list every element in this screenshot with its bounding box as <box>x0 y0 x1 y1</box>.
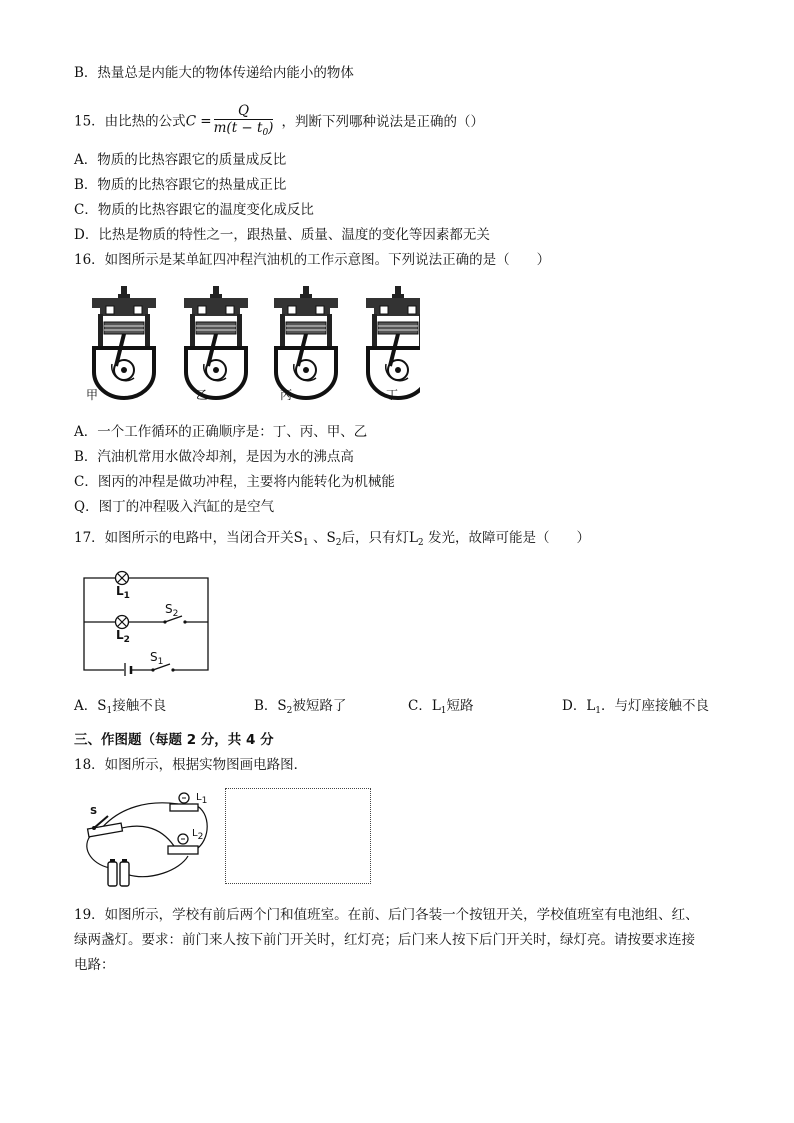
engine-label-bing: 丙 <box>280 388 293 402</box>
q19-line3: 电路： <box>74 957 115 973</box>
q15-formula-denominator: $m(t - t_0)$ <box>213 120 274 138</box>
q16-option-c: C．图丙的冲程是做功冲程，主要将内能转化为机械能 <box>74 474 395 490</box>
section3-heading: 三、作图题（每题 2 分，共 4 分 <box>74 732 274 748</box>
q18-answer-box[interactable] <box>225 788 371 884</box>
engine-label-jia: 甲 <box>86 388 99 402</box>
engine-diagram <box>80 286 420 402</box>
q15-stem <box>74 103 484 141</box>
q16-option-a: A．一个工作循环的正确顺序是：丁、丙、甲、乙 <box>74 424 368 440</box>
engine-yi-icon <box>184 286 248 398</box>
q16-option-d: Q．图丁的冲程吸入汽缸的是空气 <box>74 499 275 515</box>
circuit-diagram-q17 <box>78 566 214 676</box>
q19-line2: 绿两盏灯。要求：前门来人按下前门开关时，红灯亮；后门来人按下后门开关时，绿灯亮。请按要求连接 <box>74 932 695 948</box>
engine-jia-icon <box>92 286 156 398</box>
q15-stem-suffix: ，判断下列哪种说法是正确的（） <box>281 113 484 130</box>
q15-formula-fraction <box>214 103 274 141</box>
engine-bing-icon <box>274 286 338 398</box>
engine-ding-icon <box>366 286 420 398</box>
q17-options <box>74 694 734 714</box>
q15-option-c: C．物质的比热容跟它的温度变化成反比 <box>74 202 314 218</box>
q17-option-c: C．$L_1$短路 <box>408 698 474 716</box>
lamp-l1-icon <box>116 572 129 585</box>
engine-label-yi: 乙 <box>196 388 209 402</box>
bulb-l1-icon <box>170 793 198 811</box>
circuit-label-s2: $S_2$ <box>165 602 179 619</box>
q17-option-d: D．$L_1$．与灯座接触不良 <box>562 698 710 716</box>
q17-stem: 17．如图所示的电路中，当闭合开关$S_1$ 、$S_2$后，只有灯$L_2$ 发光，故障可能是（ ） <box>74 530 590 548</box>
q14-option-b: B．热量总是内能大的物体传递给内能小的物体 <box>74 65 354 81</box>
q15-option-d: D．比热是物质的特性之一，跟热量、质量、温度的变化等因素都无关 <box>74 227 490 243</box>
q15-option-a: A．物质的比热容跟它的质量成反比 <box>74 152 287 168</box>
knife-switch-icon <box>88 816 123 837</box>
battery-icon <box>124 663 132 676</box>
q15-option-b: B．物质的比热容跟它的热量成正比 <box>74 177 287 193</box>
q18-stem: 18．如图所示，根据实物图画电路图． <box>74 757 308 773</box>
q15-formula-lhs: C = <box>185 113 212 130</box>
q17-option-a: A．$S_1$接触不良 <box>74 698 167 716</box>
circuit-label-s1: $S_1$ <box>150 650 164 667</box>
lamp-l2-icon <box>116 616 129 629</box>
q15-stem-prefix: 15．由比热的公式 <box>74 113 186 130</box>
q16-stem: 16．如图所示是某单缸四冲程汽油机的工作示意图。下列说法正确的是（ ） <box>74 252 551 268</box>
engine-label-ding: 丁 <box>386 388 399 402</box>
q19-line1: 19．如图所示，学校有前后两个门和值班室。在前、后门各装一个按钮开关，学校值班室有电池组、红、 <box>74 907 699 923</box>
q16-option-b: B．汽油机常用水做冷却剂，是因为水的沸点高 <box>74 449 354 465</box>
q17-option-b: B．$S_2$被短路了 <box>254 698 347 716</box>
drawing-label-l2: L2 <box>192 828 204 842</box>
circuit-label-l1: $L_1$ <box>116 584 130 601</box>
drawing-label-s: S <box>90 806 98 817</box>
q15-formula-numerator: Q <box>214 103 274 120</box>
circuit-label-l2: $L_2$ <box>116 628 130 645</box>
drawing-label-l1: L1 <box>196 792 208 806</box>
battery-cells-icon <box>108 859 129 886</box>
